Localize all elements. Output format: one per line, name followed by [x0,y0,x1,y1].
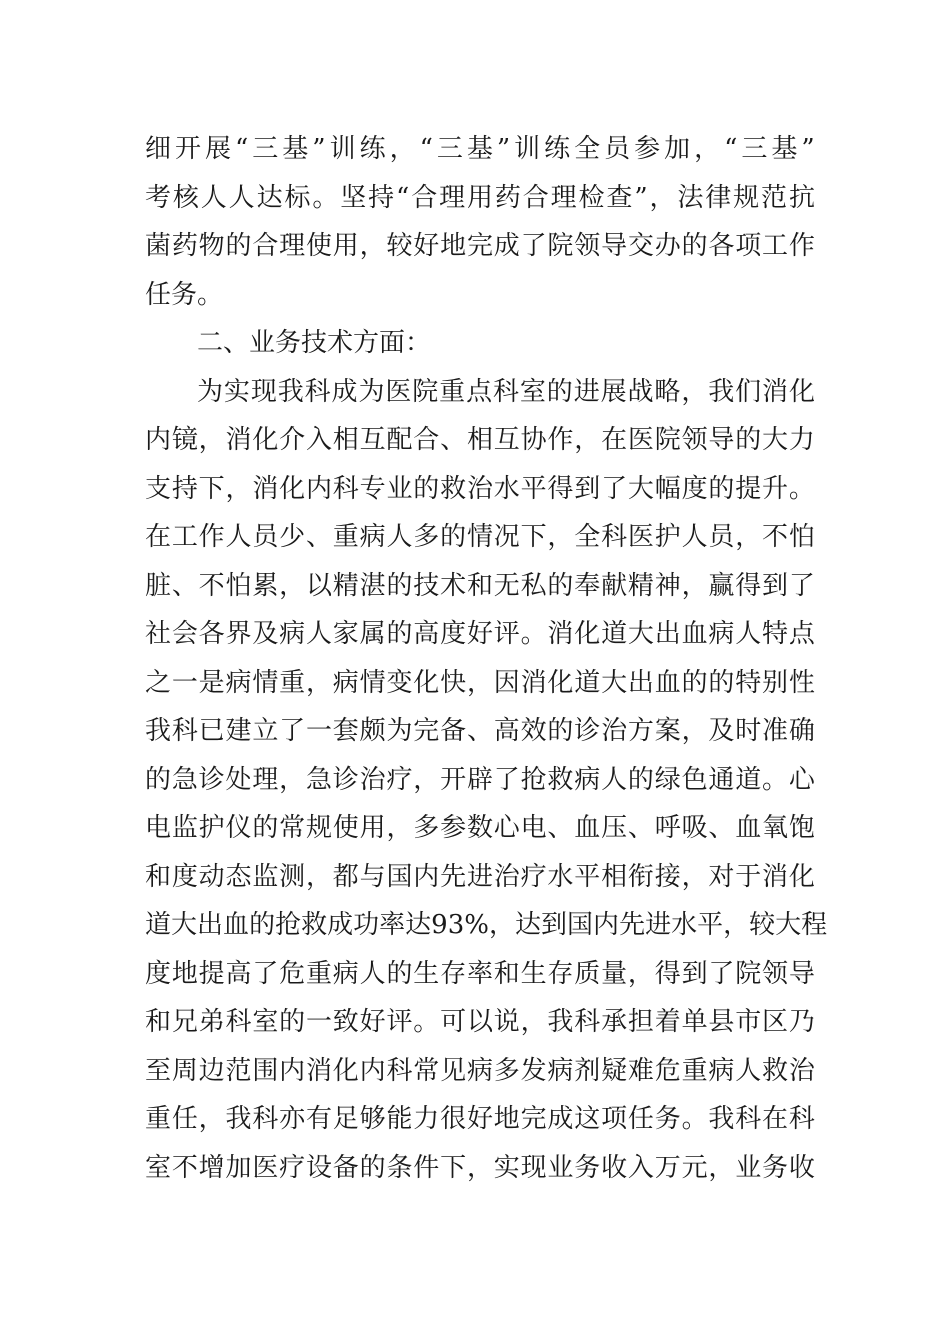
text-line: 内 镜 ， 消 化 介 入 相 互 配 合 、 相 互 协 作 ， 在 医 院 领 导 的 大 力 [145,425,815,455]
section-heading: 二、业务技术方面： [197,328,432,358]
text-line: 支 持 下 ， 消 化 内 科 专 业 的 救 治 水 平 得 到 了 大 幅 度 的 提 升 。 [145,473,815,504]
text-line: 和 兄 弟 科 室 的 一 致 好 评 。 可 以 说 ， 我 科 承 担 着 单 县 市 区 乃 [145,1007,815,1037]
text-line: 我 科 已 建 立 了 一 套 颇 为 完 备 、 高 效 的 诊 治 方 案 ， 及 时 准 确 [145,716,815,746]
text-line: 脏 、 不 怕 累 ， 以 精 湛 的 技 术 和 无 私 的 奉 献 精 神 ， 赢 得 到 了 [145,570,815,601]
text-line: 在 工 作 人 员 少 、 重 病 人 多 的 情 况 下 ， 全 科 医 护 人 员 ， 不 怕 [145,522,815,552]
text-line: 考 核 人 人 达 标 。 坚 持 “ 合 理 用 药 合 理 检 查 ” ， 法 律 规 范 抗 [145,182,815,213]
body-text [145,125,828,1192]
text-line: 为 实 现 我 科 成 为 医 院 重 点 科 室 的 进 展 战 略 ， 我 们 消 化 [197,376,815,407]
text-line: 和 度 动 态 监 测 ， 都 与 国 内 先 进 治 疗 水 平 相 衔 接 ， 对 于 消 化 [145,861,815,892]
text-line: 室 不 增 加 医 疗 设 备 的 条 件 下 ， 实 现 业 务 收 入 万 元 ， 业 务 收 [145,1152,815,1183]
text-line: 菌 药 物 的 合 理 使 用 ， 较 好 地 完 成 了 院 领 导 交 办 的 各 项 工 作 [145,231,815,261]
text-line: 至 周 边 范 围 内 消 化 内 科 常 见 病 多 发 病 剂 疑 难 危 重 病 人 救 治 [145,1055,815,1086]
text-line: 社 会 各 界 及 病 人 家 属 的 高 度 好 评 。 消 化 道 大 出 血 病 人 特 点 [145,619,815,649]
text-line: 道 大 出 血 的 抢 救 成 功 率 达 9 3 % ， 达 到 国 内 先 进 水 平 ， 较 大 程 [145,910,828,940]
text-line: 细 开 展 “ 三 基 ” 训 练 ， “ 三 基 ” 训 练 全 员 参 加 ， “ 三 基 ” [145,134,815,164]
text-line: 度 地 提 高 了 危 重 病 人 的 生 存 率 和 生 存 质 量 ， 得 到 了 院 领 导 [145,958,815,989]
text-line: 之 一 是 病 情 重 ， 病 情 变 化 快 ， 因 消 化 道 大 出 血 的 的 特 别 性 [145,667,815,698]
text-line: 任务。 [145,279,224,310]
text-line: 的 急 诊 处 理 ， 急 诊 治 疗 ， 开 辟 了 抢 救 病 人 的 绿 色 通 道 。 心 [145,764,815,795]
text-line: 重 任 ， 我 科 亦 有 足 够 能 力 很 好 地 完 成 这 项 任 务 。 我 科 在 科 [145,1104,815,1134]
text-line: 电 监 护 仪 的 常 规 使 用 ， 多 参 数 心 电 、 血 压 、 呼 吸 、 血 氧 饱 [145,813,815,843]
